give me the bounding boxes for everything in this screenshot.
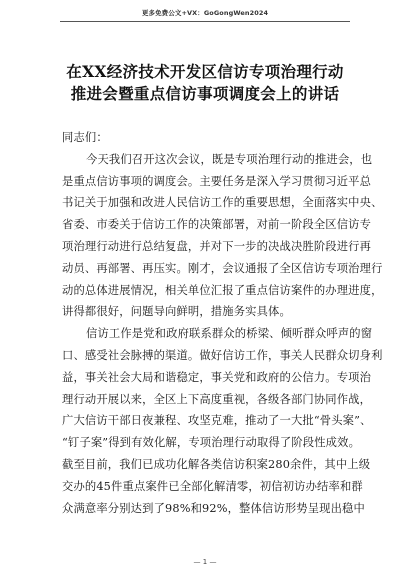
title-line-1: 在XX经济技术开发区信访专项治理行动	[66, 62, 344, 81]
body-line: 交办的45件重点案件已全部化解清零，初信初访办结率和群	[62, 479, 363, 493]
body-line: 讲得都很好，问题导向鲜明，措施务实具体。	[62, 305, 291, 319]
body-line: “钉子案”得到有效化解，专项治理行动取得了阶段性成效。	[62, 436, 361, 450]
body-line: 口、感受社会脉搏的渠道。做好信访工作，事关人民群众切身利	[62, 348, 383, 362]
body-line: 众满意率分别达到了98%和92%，整体信访形势呈现出稳中	[62, 501, 365, 515]
body-line: 动的总体进展情况，相关单位汇报了重点信访案件的办理进度，	[62, 283, 383, 297]
body-line: 是重点信访事项的调度会。主要任务是深入学习贯彻习近平总	[62, 174, 372, 188]
body-line: 理行动开展以来，全区上下高度重视，各级各部门协同作战，	[62, 392, 372, 406]
body-line: 项治理行动进行总结复盘，并对下一步的决战决胜阶段进行再	[62, 239, 372, 253]
salutation: 同志们：	[62, 131, 108, 144]
body-line: 书记关于加强和改进人民信访工作的重要思想，全面落实中央、	[62, 196, 383, 210]
page-header: 更多免费公文+VX：GoGongWen2024	[141, 9, 269, 17]
body-line: 广大信访干部日夜兼程、攻坚克难，推动了一大批“骨头案”、	[62, 414, 372, 428]
document-title	[40, 61, 370, 105]
body-line: 益，事关社会大局和谐稳定，事关党和政府的公信力。专项治	[62, 370, 372, 384]
title-line-2: 推进会暨重点信访事项调度会上的讲话	[70, 84, 340, 103]
header-rule	[60, 21, 350, 22]
body-line: 动员、再部署、再压实。刚才，会议通报了全区信访专项治理行	[62, 261, 383, 275]
body-line: 信访工作是党和政府联系群众的桥梁、倾听群众呼声的窗	[86, 327, 373, 341]
body-line: 今天我们召开这次会议，既是专项治理行动的推进会，也	[86, 152, 373, 166]
document-body	[62, 127, 383, 519]
body-line: 截至目前，我们已成功化解各类信访积案280余件，其中上级	[62, 457, 371, 471]
page-number: — 1 —	[193, 558, 217, 566]
body-line: 省委、市委关于信访工作的决策部署，对前一阶段全区信访专	[62, 218, 372, 232]
